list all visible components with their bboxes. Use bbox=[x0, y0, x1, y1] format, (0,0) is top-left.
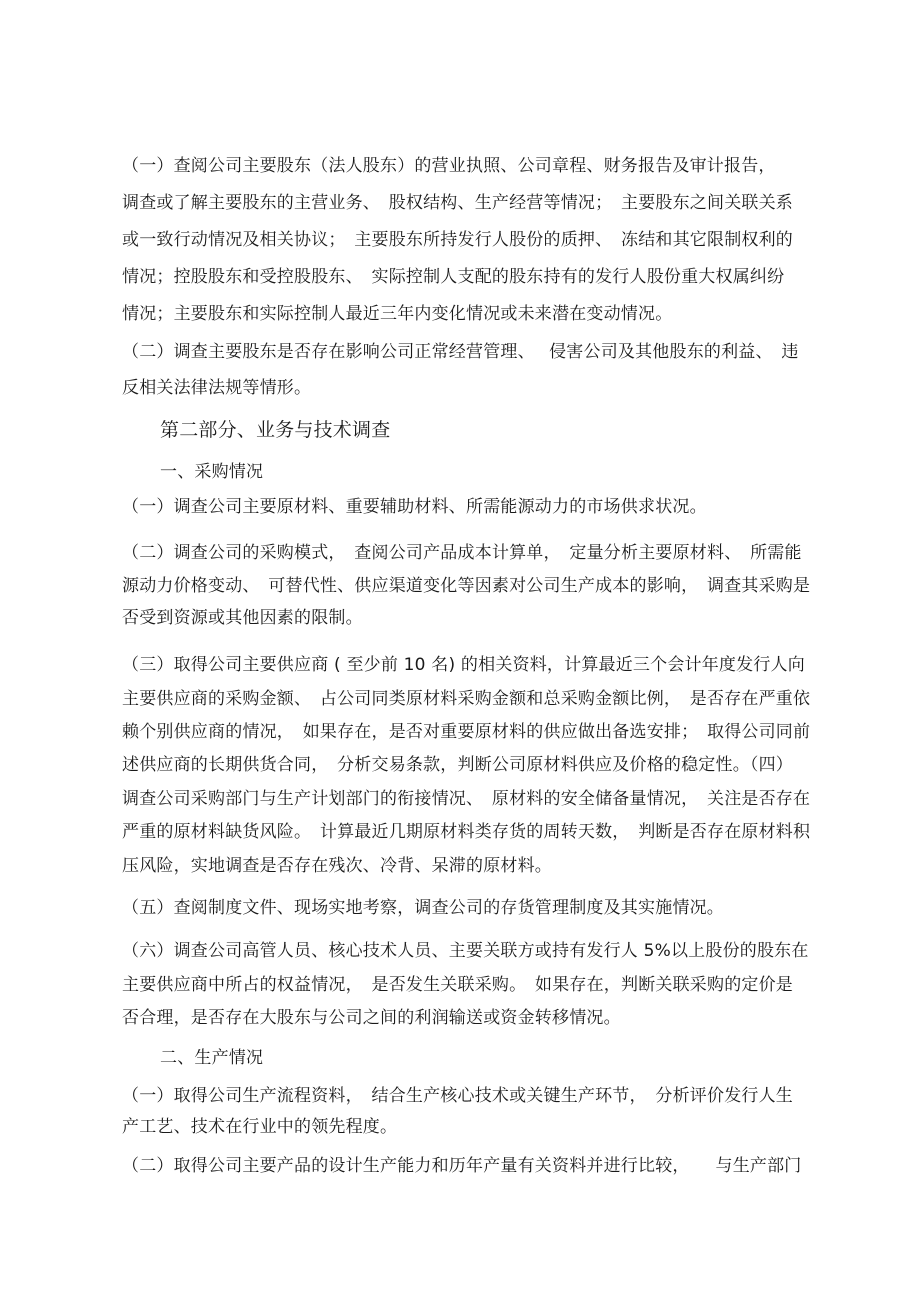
text-line: 主要供应商中所占的权益情况， 是否发生关联采购。 如果存在，判断关联采购的定价是 bbox=[122, 975, 793, 995]
text-line: 压风险，实地调查是否存在残次、冷背、呆滞的原材料。 bbox=[122, 856, 552, 876]
text-line: 产工艺、技术在行业中的领先程度。 bbox=[122, 1117, 398, 1137]
text-line: 源动力价格变动、 可替代性、供应渠道变化等因素对公司生产成本的影响， 调查其采购是 bbox=[122, 576, 811, 596]
subsection-heading: 一、采购情况 bbox=[160, 462, 264, 482]
text-line: （三）取得公司主要供应商 ( 至少前 10 名) 的相关资料，计算最近三个会计年度发行人向 bbox=[122, 655, 805, 675]
text-line: 主要供应商的采购金额、 占公司同类原材料采购金额和总采购金额比例， 是否存在严重依 bbox=[122, 689, 811, 709]
text-line: 调查公司采购部门与生产计划部门的衔接情况、 原材料的安全储备量情况， 关注是否存在 bbox=[122, 789, 811, 809]
text-line: 或一致行动情况及相关协议； 主要股东所持发行人股份的质押、 冻结和其它限制权利的 bbox=[122, 230, 793, 250]
text-line: （一）查阅公司主要股东（法人股东）的营业执照、公司章程、财务报告及审计报告， bbox=[122, 156, 776, 176]
text-line: （二）取得公司主要产品的设计生产能力和历年产量有关资料并进行比较， 与生产部门 bbox=[122, 1156, 802, 1176]
text-line: 赖个别供应商的情况， 如果存在，是否对重要原材料的供应做出备选安排； 取得公司同前 bbox=[122, 722, 811, 742]
text-line: 情况；控股股东和受控股股东、 实际控制人支配的股东持有的发行人股份重大权属纠纷 bbox=[122, 267, 785, 287]
text-line: 述供应商的长期供货合同， 分析交易条款，判断公司原材料供应及价格的稳定性。（四） bbox=[122, 755, 793, 775]
text-line: 否合理，是否存在大股东与公司之间的利润输送或资金转移情况。 bbox=[122, 1008, 621, 1028]
text-line: 反相关法律法规等情形。 bbox=[122, 378, 312, 398]
text-line: 调查或了解主要股东的主营业务、 股权结构、生产经营等情况； 主要股东之间关联关系 bbox=[122, 193, 793, 213]
text-line: （一）调查公司主要原材料、重要辅助材料、所需能源动力的市场供求状况。 bbox=[122, 497, 707, 517]
text-line: （一）取得公司生产流程资料， 结合生产核心技术或关键生产环节， 分析评价发行人生 bbox=[122, 1086, 793, 1106]
subsection-heading: 二、生产情况 bbox=[160, 1048, 264, 1068]
text-line: 严重的原材料缺货风险。 计算最近几期原材料类存货的周转天数， 判断是否存在原材料积 bbox=[122, 822, 811, 842]
text-line: 否受到资源或其他因素的限制。 bbox=[122, 608, 363, 628]
text-line: （六）调查公司高管人员、核心技术人员、主要关联方或持有发行人 5%以上股份的股东在 bbox=[122, 941, 809, 961]
text-line: （二）调查主要股东是否存在影响公司正常经营管理、 侵害公司及其他股东的利益、 违 bbox=[122, 342, 799, 362]
section-heading: 第二部分、业务与技术调查 bbox=[160, 419, 391, 441]
text-line: （五）查阅制度文件、现场实地考察，调查公司的存货管理制度及其实施情况。 bbox=[122, 898, 724, 918]
text-line: （二）调查公司的采购模式， 查阅公司产品成本计算单， 定量分析主要原材料、 所需能 bbox=[122, 543, 802, 563]
text-line: 情况；主要股东和实际控制人最近三年内变化情况或未来潜在变动情况。 bbox=[122, 304, 673, 324]
